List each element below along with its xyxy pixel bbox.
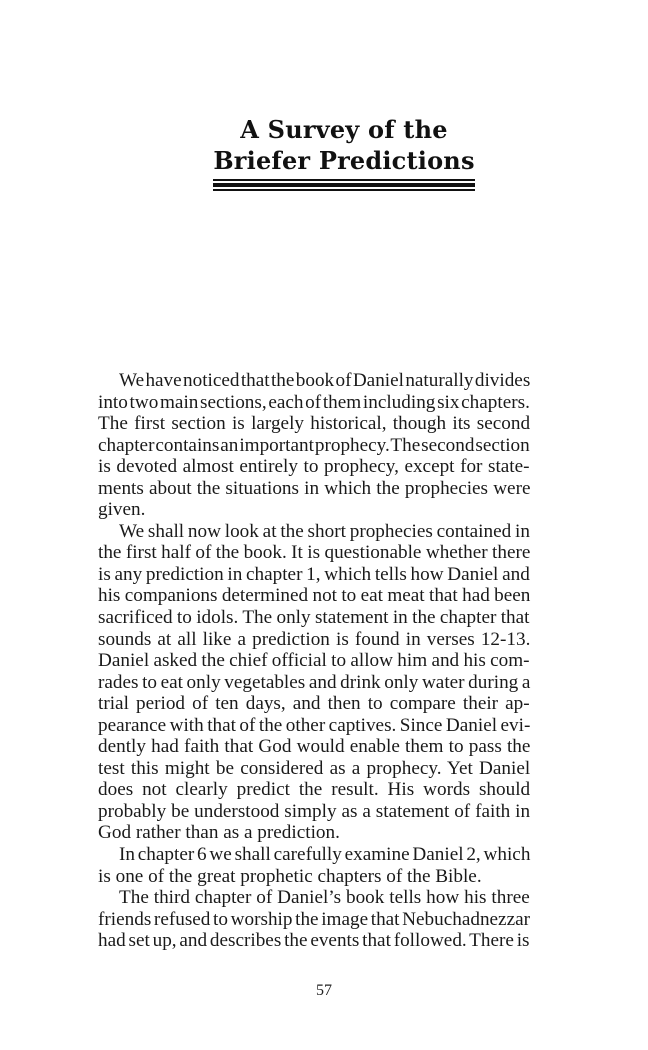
text-line: Daniel asked the chief official to allow him and his com- [98,650,530,672]
text-line: into two main sections, each of them including six chapters. [98,391,530,413]
body-text [98,370,530,952]
text-line: test this might be considered as a prophecy. Yet Daniel [98,757,531,779]
paragraph [98,521,530,844]
text-line: trial period of ten days, and then to compare their ap- [98,693,530,715]
chapter-title [213,114,475,176]
text-line: is devoted almost entirely to prophecy, except for state- [98,456,530,478]
text-line: ments about the situations in which the prophecies were [98,477,531,499]
text-line: given. [98,499,146,521]
text-line: does not clearly predict the result. His words should [98,779,531,801]
text-line: is any prediction in chapter 1, which tells how Daniel and [98,563,530,585]
chapter-title-line-1: A Survey of the [240,115,448,144]
text-line: is one of the great prophetic chapters of the Bible. [98,865,482,887]
paragraph [98,887,530,952]
text-line: We shall now look at the short prophecies contained in [119,520,530,542]
text-line: God rather than as a prediction. [98,822,340,844]
text-line: pearance with that of the other captives. Since Daniel evi- [98,714,531,736]
paragraph [98,844,530,887]
text-line: friends refused to worship the image that Nebuchadnezzar [98,908,530,930]
text-line: sacrificed to idols. The only statement in the chapter that [98,607,530,629]
text-line: The third chapter of Daniel’s book tells how his three [119,887,530,909]
chapter-title-line-2: Briefer Predictions [213,146,475,175]
page-number: 57 [316,982,332,999]
title-rule-thin-bottom [213,189,475,191]
title-rule-thick [213,183,475,187]
paragraph [98,370,530,521]
title-rule-thin-top [213,179,475,181]
text-line: sounds at all like a prediction is found in verses 12-13. [98,628,531,650]
text-line: The first section is largely historical, though its second [98,413,531,435]
text-line: probably be understood simply as a statement of faith in [98,800,531,822]
text-line: We have noticed that the book of Daniel naturally divides [119,370,531,391]
text-line: rades to eat only vegetables and drink only water during a [98,671,531,693]
text-line: the first half of the book. It is questionable whether there [98,542,531,564]
text-line: chapter contains an important prophecy. The second section [98,434,530,456]
text-line: had set up, and describes the events that followed. There is [98,930,530,952]
text-line: dently had faith that God would enable them to pass the [98,736,531,758]
text-line: In chapter 6 we shall carefully examine Daniel 2, which [119,844,531,866]
text-line: his companions determined not to eat meat that had been [98,585,531,607]
title-triple-rule [213,179,475,192]
